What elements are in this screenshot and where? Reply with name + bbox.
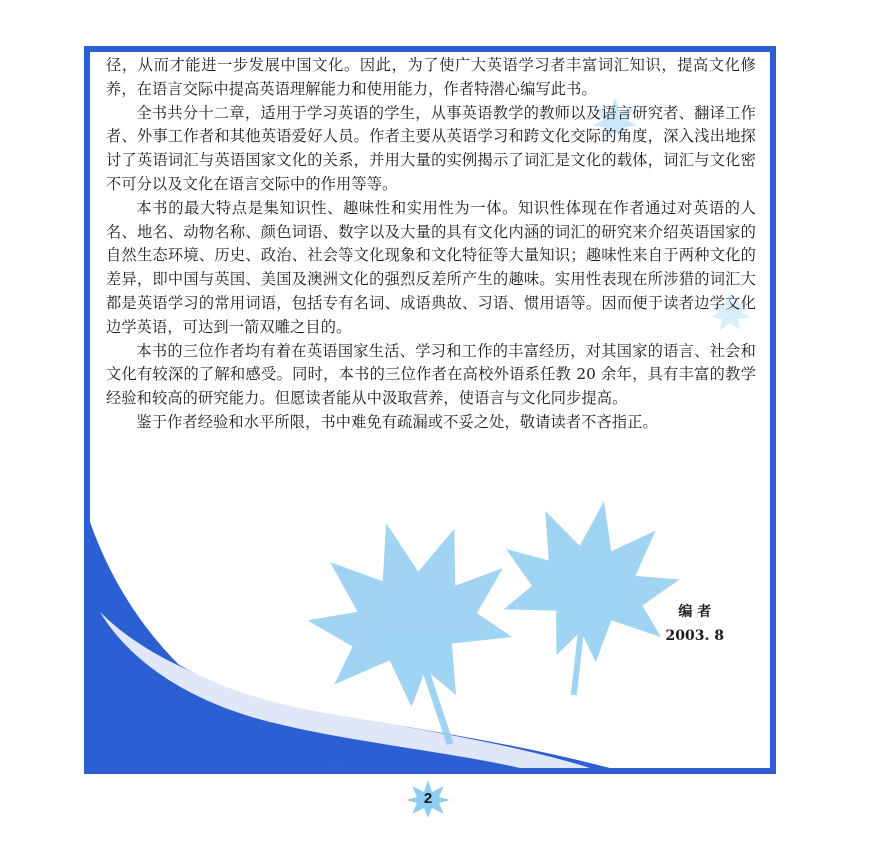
signature-date: 2003. 8 [665, 628, 724, 644]
paragraph: 全书共分十二章，适用于学习英语的学生，从事英语教学的教师以及语言研究者、翻译工作者、外事工作者和其他英语爱好人员。作者主要从英语学习和跨文化交际的角度，深入浅出地探讨了英语词汇与英语国家文化的关系，并用大量的实例揭示了词汇是文化的载体，词汇与文化密不可分以及文化在语言交际中的作用等等。 [106, 103, 756, 193]
paragraph: 本书的三位作者均有着在英语国家生活、学习和工作的丰富经历，对其国家的语言、社会和文化有较深的了解和感受。同时，本书的三位作者在高校外语系任教 20 余年，具有丰富的教学经验和较高的研究能力。但愿读者能从中汲取营养，使语言与文化同步提高。 [106, 341, 756, 408]
page-frame [84, 46, 776, 774]
signature [666, 600, 724, 648]
preface-text [106, 54, 756, 435]
page-number: 2 [423, 789, 433, 807]
page-number-badge [404, 778, 452, 818]
maple-leaf-icon [483, 486, 690, 710]
paragraph: 本书的最大特点是集知识性、趣味性和实用性为一体。知识性体现在作者通过对英语的人名、地名、动物名称、颜色词语、数字以及大量的具有文化内涵的词汇的研究来介绍英语国家的自然生态环境、历史、政治、社会等文化现象和文化特征等大量知识；趣味性来自于两种文化的差异，即中国与英国、美国及澳洲文化的强烈反差所产生的趣味。实用性表现在所涉猎的词汇大都是英语学习的常用词语，包括专有名词、成语典故、习语、惯用语等。因而便于读者边学文化边学英语，可达到一箭双雕之目的。 [106, 198, 756, 336]
paragraph: 径，从而才能进一步发展中国文化。因此，为了使广大英语学习者丰富词汇知识，提高文化修养，在语言交际中提高英语理解能力和使用能力，作者特潜心编写此书。 [106, 56, 756, 98]
paragraph: 鉴于作者经验和水平所限，书中难免有疏漏或不妥之处，敬请读者不吝指正。 [136, 412, 658, 431]
signature-author: 编 者 [678, 604, 712, 620]
